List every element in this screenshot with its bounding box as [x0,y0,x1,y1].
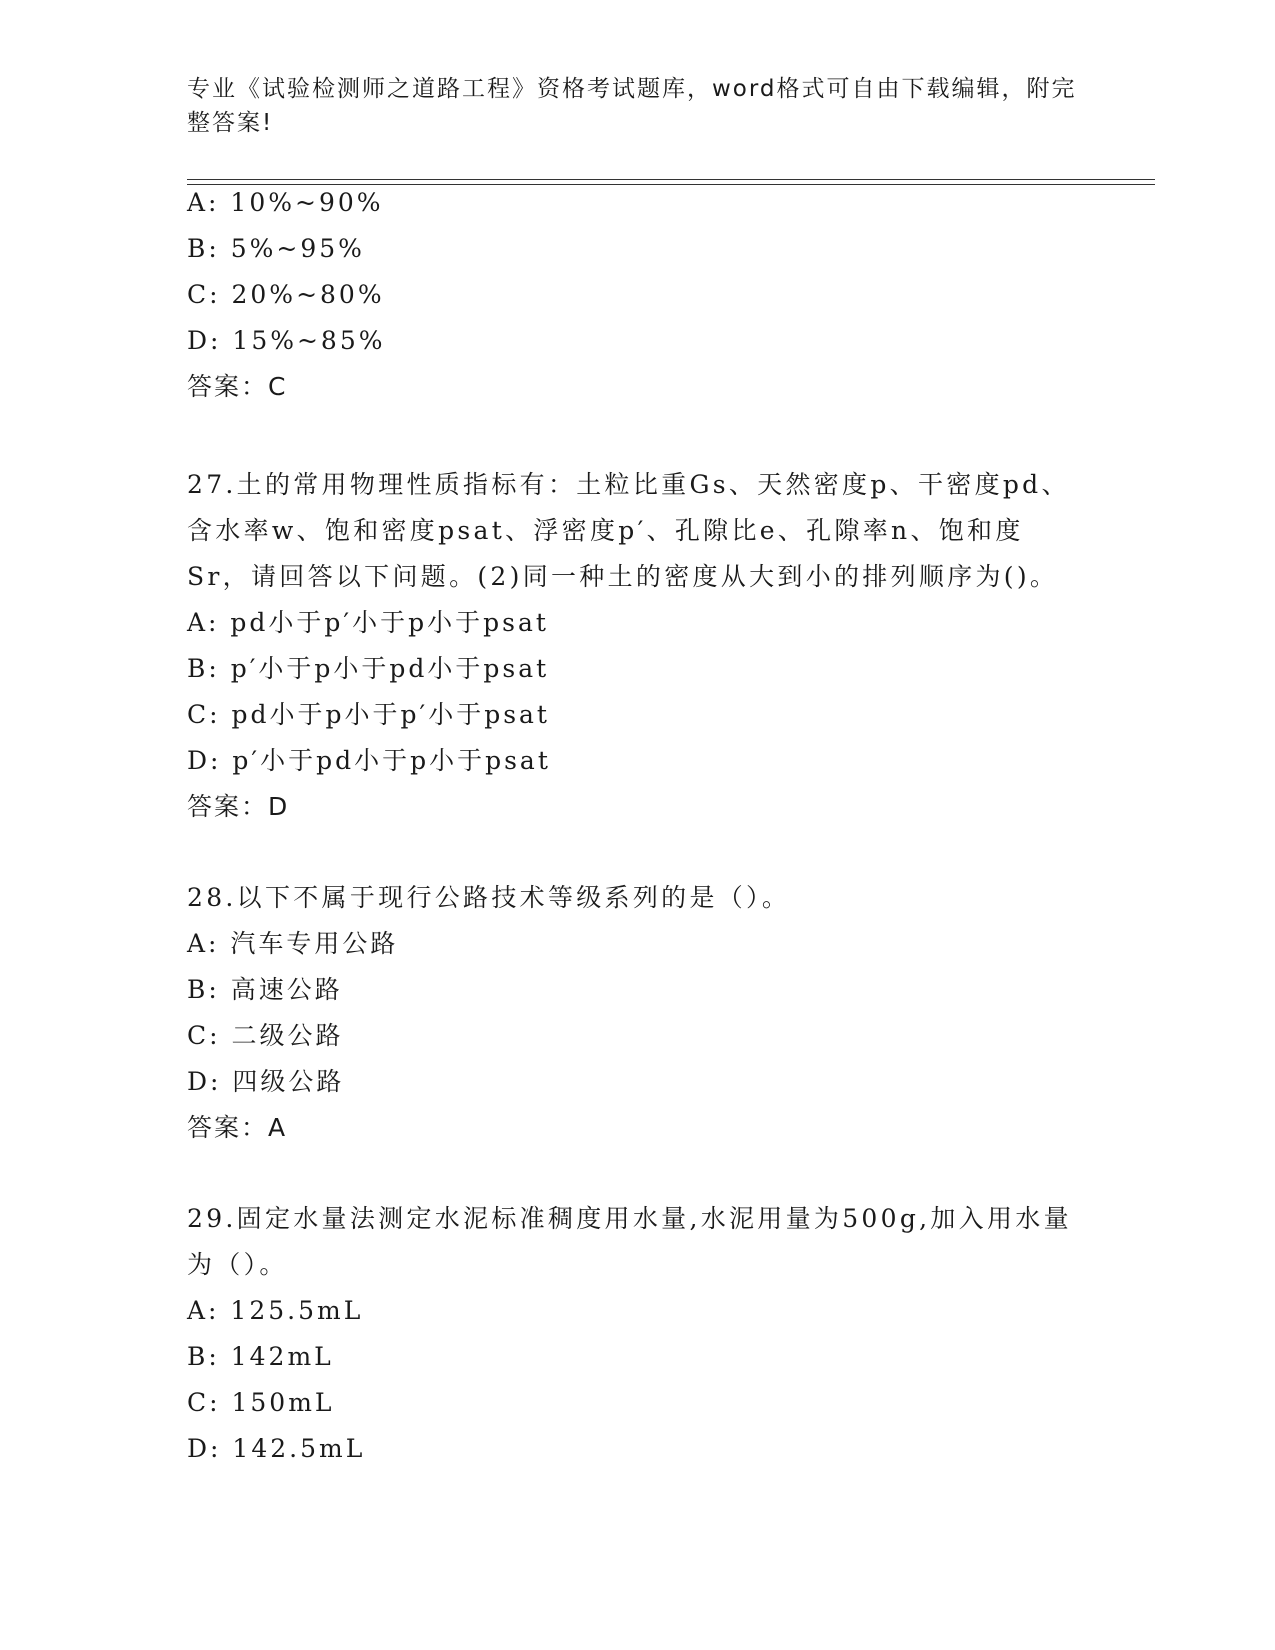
option-b: B: 142mL [187,1342,334,1371]
question-text-line-3: Sr，请回答以下问题。(2)同一种土的密度从大到小的排列顺序为()。 [187,562,1059,591]
option-b: B: p′小于p小于pd小于psat [187,654,550,683]
option-a: A: 汽车专用公路 [187,929,399,958]
answer: 答案：D [187,792,290,821]
option-d: D: p′小于pd小于p小于psat [187,746,551,775]
option-a: A: 10%~90% [187,188,384,217]
option-d: D: 142.5mL [187,1434,366,1463]
question-text-line-1: 29.固定水量法测定水泥标准稠度用水量,水泥用量为500g,加入用水量 [187,1204,1072,1233]
question-26 [187,180,1087,410]
question-29 [187,1196,1087,1472]
option-b: B: 5%~95% [187,234,365,263]
option-c: C: 150mL [187,1388,335,1417]
option-a: A: 125.5mL [187,1296,364,1325]
option-c: C: 二级公路 [187,1021,344,1050]
option-b: B: 高速公路 [187,975,343,1004]
option-d: D: 15%~85% [187,326,386,355]
header-line-2: 整答案! [187,110,274,136]
document-header [187,72,1087,140]
question-text-line-2: 为（）。 [187,1250,288,1279]
option-d: D: 四级公路 [187,1067,345,1096]
question-28 [187,875,1087,1151]
option-c: C: pd小于p小于p′小于psat [187,700,550,729]
question-text-line-2: 含水率w、饱和密度psat、浮密度p′、孔隙比e、孔隙率n、饱和度 [187,516,1024,545]
question-text-line-1: 27.土的常用物理性质指标有：土粒比重Gs、天然密度p、干密度pd、 [187,470,1070,499]
answer: 答案：C [187,372,288,401]
question-text-line-1: 28.以下不属于现行公路技术等级系列的是（）。 [187,883,791,912]
option-a: A: pd小于p′小于p小于psat [187,608,549,637]
answer: 答案：A [187,1113,288,1142]
header-line-1: 专业《试验检测师之道路工程》资格考试题库，word格式可自由下载编辑，附完 [187,76,1077,102]
question-27 [187,462,1087,830]
option-c: C: 20%~80% [187,280,385,309]
